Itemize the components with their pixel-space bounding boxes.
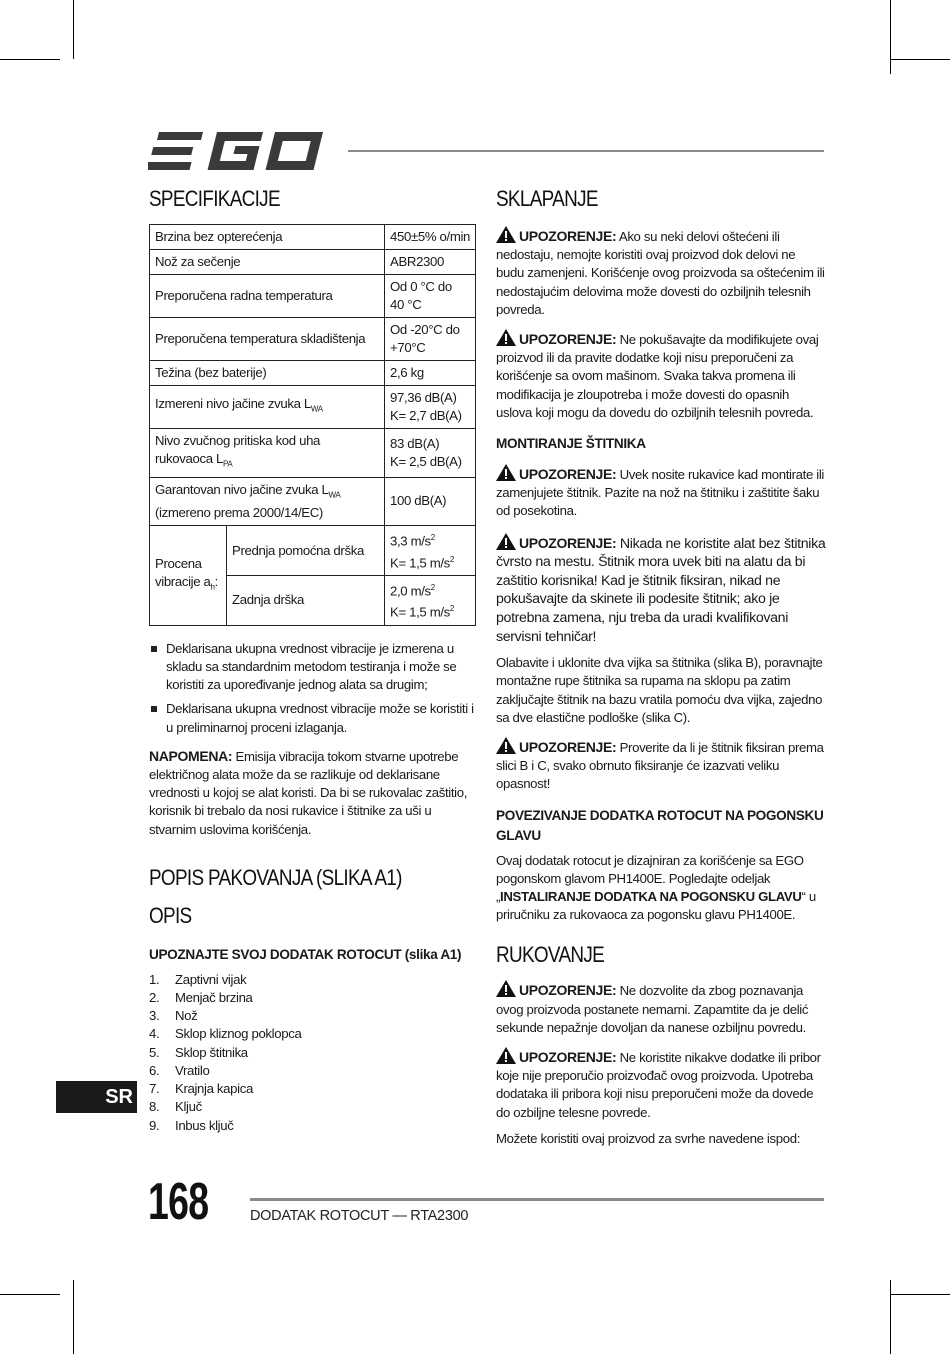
spec-value: 2,0 $m/s^2$ K= 1,5 $m/s^2$ (385, 576, 476, 626)
table-row (150, 477, 476, 526)
spec-value: 3,3 $m/s^2$ K= 1,5 $m/s^2$ (385, 526, 476, 576)
left-column (149, 186, 477, 1135)
warning-paragraph: UPOZORENJE: Proverite da li je štitnik fiksiran prema slici B i C, svako obrnuto fiksiranje će izazvati veliku opasnost! (496, 739, 824, 792)
list-item: 7. Krajnja kapica (149, 1081, 253, 1097)
crop-mark (890, 0, 891, 74)
crop-mark (73, 1280, 74, 1354)
connect-heading: POVEZIVANJE DODATKA ROTOCUT NA POGONSKU GLAVU (496, 807, 824, 843)
warning-paragraph: UPOZORENJE: Ne koristite nikakve dodatke ili pribor koje nije preporučio proizvođač ovog proizvoda. Upotreba dodataka ili pribora koji nisu preporučeni može da dovede do ozbiljne telesne povrede. (496, 1049, 821, 1120)
list-item: 1. Zaptivni vijak (149, 971, 247, 987)
footer-title: DODATAK ROTOCUT — RTA2300 (250, 1208, 469, 1224)
guard-heading: MONTIRANJE ŠTITNIKA (496, 436, 646, 452)
table-row (150, 275, 476, 318)
list-item: 4. Sklop kliznog poklopca (149, 1026, 302, 1042)
spec-value: 97,36 dB(A) K= 2,7 dB(A) (385, 386, 476, 429)
language-tab: SR (56, 1081, 137, 1113)
list-item: 2. Menjač brzina (149, 990, 253, 1006)
warning-icon (496, 737, 516, 754)
list-item: 8. Ključ (149, 1099, 202, 1115)
table-row (150, 318, 476, 361)
spec-value: Od -20°C do +70°C (385, 318, 476, 361)
list-item: 6. Vratilo (149, 1062, 210, 1078)
table-row (150, 361, 476, 386)
description-title: OPIS (149, 902, 192, 928)
guard-instructions: Olabavite i uklonite dva vijka sa štitnika (slika B), poravnajte montažne rupe štitnika sa rupama na sklopu pa zatim zaključajte štitnik na bazu vratila pomoću dva vijka, zajedno sa dve elastične podloške (slika C). (496, 655, 823, 725)
warning-paragraph: UPOZORENJE: Ako su neki delovi oštećeni ili nedostaju, nemojte koristiti ovaj proizvod dok delovi ne budu zamenjeni. Korišćenje ovog proizvoda sa oštećenim ili nedostajućim delovima može dovesti do ozbiljnih telesnih povreda. (496, 228, 825, 317)
assembly-title: SKLAPANJE (496, 186, 598, 211)
page-number: 168 (148, 1173, 209, 1231)
list-item: Deklarisana ukupna vrednost vibracije može se koristiti i u preliminarnoj proceni izlaganja. (149, 700, 477, 736)
crop-mark (890, 59, 950, 60)
list-item: 9. Inbus ključ (149, 1117, 234, 1133)
crop-mark (890, 1294, 950, 1295)
list-item: 3. Nož (149, 1008, 198, 1024)
footer-rule (250, 1198, 824, 1201)
spec-label: Preporučena temperatura skladištenja (150, 318, 385, 361)
vibration-notes (149, 640, 477, 737)
spec-table (149, 224, 476, 626)
connect-paragraph: Ovaj dodatak rotocut je dizajniran za korišćenje sa EGO pogonskom glavom PH1400E. Pogledajte odeljak „INSTALIRANJE DODATKA NA POGONSKU GLAVU“ u priručniku za rukovaoca za pogonsku glavu PH1400E. (496, 852, 816, 923)
spec-value: 100 dB(A) (385, 477, 476, 526)
spec-value: 83 dB(A) K= 2,5 dB(A) (385, 429, 476, 478)
warning-icon (496, 533, 516, 550)
spec-label: Izmereni nivo jačine zvuka $L_{WA}$ (150, 386, 385, 429)
table-row (150, 225, 476, 250)
table-row (150, 250, 476, 275)
warning-paragraph: UPOZORENJE: Ne pokušavajte da modifikujete ovaj proizvod ili da pravite dodatke koji nisu preporučeni za korišćenje sa ovom mašinom. Svaka takva promena ili modifikacija je zloupotreba i može dovesti do opasnih uslova koji mogu da dovedu do ozbiljnih telesnih povreda. (496, 331, 819, 420)
spec-value: Od 0 °C do 40 °C (385, 275, 476, 318)
warning-icon (496, 464, 516, 481)
ego-logo (148, 128, 334, 174)
warning-icon (496, 1047, 516, 1064)
spec-label: Preporučena radna temperatura (150, 275, 385, 318)
table-row (150, 429, 476, 478)
crop-mark (0, 1294, 60, 1295)
spec-value: 2,6 kg (385, 361, 476, 386)
parts-list (149, 971, 477, 1135)
know-heading: UPOZNAJTE SVOJ DODATAK ROTOCUT (slika A1) (149, 946, 462, 962)
note-paragraph: NAPOMENA: Emisija vibracija tokom stvarne upotrebe električnog alata može da se razlikuje od deklarisane vrednosti u kojoj se alat koristi. Da bi se rukovalac zaštitio, korisnik bi trebalo da nosi rukavice i štitnike za uši u stvarnim uslovima korišćenja. (149, 747, 468, 837)
spec-label: Prednja pomoćna drška (227, 526, 385, 576)
spec-value: ABR2300 (385, 250, 476, 275)
spec-label: Garantovan nivo jačine zvuka $L_{WA}$ (izmereno prema 2000/14/EC) (150, 477, 385, 526)
spec-label: Nož za sečenje (150, 250, 385, 275)
list-item: 5. Sklop štitnika (149, 1044, 248, 1060)
right-column (496, 186, 826, 1148)
handling-title: RUKOVANJE (496, 942, 605, 968)
warning-paragraph: UPOZORENJE: Ne dozvolite da zbog poznavanja ovog proizvoda postanete nemarni. Zapamtite da je delić sekunde nepažnje dovoljan da nanese ozbiljnu povredu. (496, 982, 809, 1035)
warning-icon (496, 980, 516, 997)
spec-label: Brzina bez opterećenja (150, 225, 385, 250)
warning-icon (496, 329, 516, 346)
crop-mark (0, 59, 60, 60)
header-rule (348, 150, 824, 152)
uses-intro: Možete koristiti ovaj proizvod za svrhe navedene ispod: (496, 1130, 801, 1146)
packing-title: POPIS PAKOVANJA (SLIKA A1) (149, 864, 402, 890)
warning-paragraph: UPOZORENJE: Nikada ne koristite alat bez štitnika čvrsto na mestu. Štitnik mora uvek biti na alatu da bi zaštitio korisnika! Kad je štitnik fiksiran, nikad ne pokušavajte da skinete ili podesite štitnik; ako je potrebna zamena, nju treba da uradi kvalifikovani servisni tehničar! (496, 534, 826, 645)
spec-label: Zadnja drška (227, 576, 385, 626)
spec-label: Težina (bez baterije) (150, 361, 385, 386)
spec-label: Procena vibracije $a_h$: (150, 526, 227, 626)
warning-icon (496, 226, 516, 243)
crop-mark (73, 0, 74, 59)
table-row (150, 386, 476, 429)
list-item: Deklarisana ukupna vrednost vibracije je izmerena u skladu sa standardnim metodom testiranja i može se koristiti za upoređivanje jednog alata sa drugim; (149, 640, 477, 695)
spec-title: SPECIFIKACIJE (149, 186, 280, 211)
spec-value: 450±5% o/min (385, 225, 476, 250)
spec-label: Nivo zvučnog pritiska kod uha rukovaoca $L_{PA}$ (150, 429, 385, 478)
table-row (150, 526, 476, 576)
crop-mark (890, 1280, 891, 1354)
warning-paragraph: UPOZORENJE: Uvek nosite rukavice kad montirate ili zamenjujete štitnik. Pazite na nož na štitniku i zaštitite šaku od posekotina. (496, 466, 824, 519)
